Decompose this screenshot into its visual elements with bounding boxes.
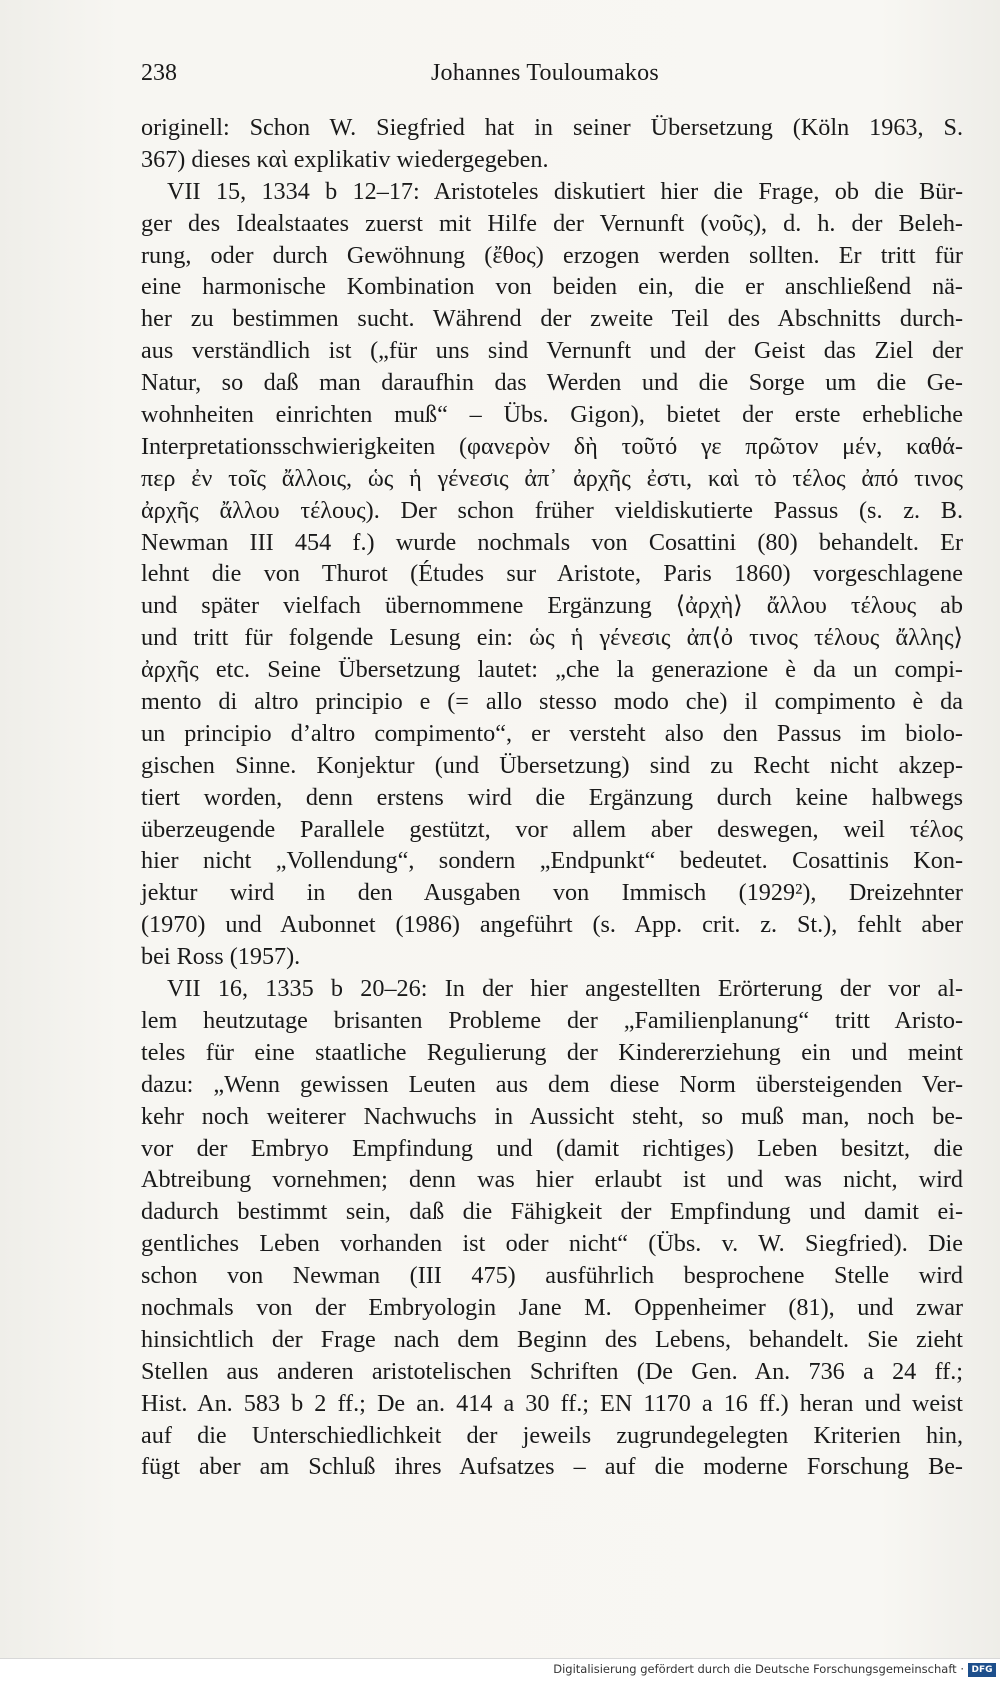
text-line: rung, oder durch Gewöhnung (ἔθος) erzogen werden sollten. Er tritt für xyxy=(141,241,963,269)
text-line: vor der Embryo Empfindung und (damit richtiges) Leben besitzt, die xyxy=(141,1134,963,1162)
text-line: VII 15, 1334 b 12–17: Aristoteles diskutiert hier die Frage, ob die Bür- xyxy=(167,177,963,205)
text-line: schon von Newman (III 475) ausführlich besprochene Stelle wird xyxy=(141,1262,963,1290)
text-line: auf die Unterschiedlichkeit der jeweils zugrundegelegten Kriterien hin, xyxy=(141,1421,963,1449)
text-line: lehnt die von Thurot (Études sur Aristote, Paris 1860) vorgeschlagene xyxy=(141,560,963,588)
text-line: Stellen aus anderen aristotelischen Schriften (De Gen. An. 736 a 24 ff.; xyxy=(141,1357,963,1385)
text-line: Abtreibung vornehmen; denn was hier erlaubt ist und was nicht, wird xyxy=(141,1166,963,1194)
text-line: ἀρχῆς ἄλλου τέλους). Der schon früher vieldiskutierte Passus (s. z. B. xyxy=(141,496,963,524)
text-line: hinsichtlich der Frage nach dem Beginn des Lebens, behandelt. Sie zieht xyxy=(141,1325,963,1353)
text-line: und später vielfach übernommene Ergänzung ⟨ἀρχὴ⟩ ἄλλου τέλους ab xyxy=(141,592,963,620)
text-line: Newman III 454 f.) wurde nochmals von Cosattini (80) behandelt. Er xyxy=(141,528,963,556)
text-line: lem heutzutage brisanten Probleme der „Familienplanung“ tritt Aristo- xyxy=(141,1006,963,1034)
text-line: (1970) und Aubonnet (1986) angeführt (s. App. crit. z. St.), fehlt aber xyxy=(141,911,963,939)
running-head: Johannes Touloumakos xyxy=(431,60,659,86)
text-line: VII 16, 1335 b 20–26: In der hier angestellten Erörterung der vor al- xyxy=(167,975,963,1003)
text-line: hier nicht „Vollendung“, sondern „Endpunkt“ bedeutet. Cosattinis Kon- xyxy=(141,847,963,875)
text-line: 367) dieses καὶ explikativ wiedergegeben. xyxy=(141,145,549,173)
text-line: und tritt für folgende Lesung ein: ὡς ἡ γένεσις ἀπ⟨ὀ τινος τέλους ἄλλης⟩ xyxy=(141,624,963,652)
text-line: Hist. An. 583 b 2 ff.; De an. 414 a 30 ff.; EN 1170 a 16 ff.) heran und weist xyxy=(141,1389,963,1417)
text-line: ἀρχῆς etc. Seine Übersetzung lautet: „che la generazione è da un compi- xyxy=(141,656,963,684)
text-line: περ ἐν τοῖς ἄλλοις, ὡς ἡ γένεσις ἀπ᾽ ἀρχῆς ἐστι, καὶ τὸ τέλος ἀπό τινος xyxy=(141,464,963,492)
body-text xyxy=(141,112,963,1483)
text-line: aus verständlich ist („für uns sind Vernunft und der Geist das Ziel der xyxy=(141,337,963,365)
text-line: jektur wird in den Ausgaben von Immisch (1929²), Dreizehnter xyxy=(141,879,963,907)
page-number: 238 xyxy=(141,60,177,86)
dfg-logo-icon: DFG xyxy=(968,1663,996,1677)
text-line: dazu: „Wenn gewissen Leuten aus dem diese Norm übersteigenden Ver- xyxy=(141,1070,963,1098)
text-line: Natur, so daß man daraufhin das Werden und die Sorge um die Ge- xyxy=(141,369,963,397)
text-line: kehr noch weiterer Nachwuchs in Aussicht steht, so muß man, noch be- xyxy=(141,1102,963,1130)
text-line: mento di altro principio e (= allo stesso modo che) il compimento è da xyxy=(141,688,963,716)
text-line: ger des Idealstaates zuerst mit Hilfe der Vernunft (νοῦς), d. h. der Beleh- xyxy=(141,209,963,237)
text-line: her zu bestimmen sucht. Während der zweite Teil des Abschnitts durch- xyxy=(141,305,963,333)
text-line: tiert worden, denn erstens wird die Ergänzung durch keine halbwegs xyxy=(141,783,963,811)
text-line: fügt aber am Schluß ihres Aufsatzes – auf die moderne Forschung Be- xyxy=(141,1453,963,1481)
text-line: teles für eine staatliche Regulierung der Kindererziehung ein und meint xyxy=(141,1038,963,1066)
text-line: gentliches Leben vorhanden ist oder nicht“ (Übs. v. W. Siegfried). Die xyxy=(141,1230,963,1258)
text-line: un principio d’altro compimento“, er versteht also den Passus im biolo- xyxy=(141,719,963,747)
footer-bar xyxy=(0,1658,1000,1683)
text-line: dadurch bestimmt sein, daß die Fähigkeit der Empfindung und damit ei- xyxy=(141,1198,963,1226)
text-line: Interpretationsschwierigkeiten (φανερὸν δὴ τοῦτό γε πρῶτον μέν, καθά- xyxy=(141,432,963,460)
text-line: bei Ross (1957). xyxy=(141,943,301,971)
footer-credit: Digitalisierung gefördert durch die Deutsche Forschungsgemeinschaft · xyxy=(553,1662,964,1676)
text-line: überzeugende Parallele gestützt, vor allem aber deswegen, weil τέλος xyxy=(141,815,963,843)
text-line: eine harmonische Kombination von beiden ein, die er anschließend nä- xyxy=(141,273,963,301)
text-line: originell: Schon W. Siegfried hat in seiner Übersetzung (Köln 1963, S. xyxy=(141,114,963,141)
text-line: gischen Sinne. Konjektur (und Übersetzung) sind zu Recht nicht akzep- xyxy=(141,751,963,779)
text-line: nochmals von der Embryologin Jane M. Oppenheimer (81), und zwar xyxy=(141,1293,963,1321)
text-line: wohnheiten einrichten muß“ – Übs. Gigon), bietet der erste erhebliche xyxy=(141,401,963,429)
page-header xyxy=(141,60,963,94)
